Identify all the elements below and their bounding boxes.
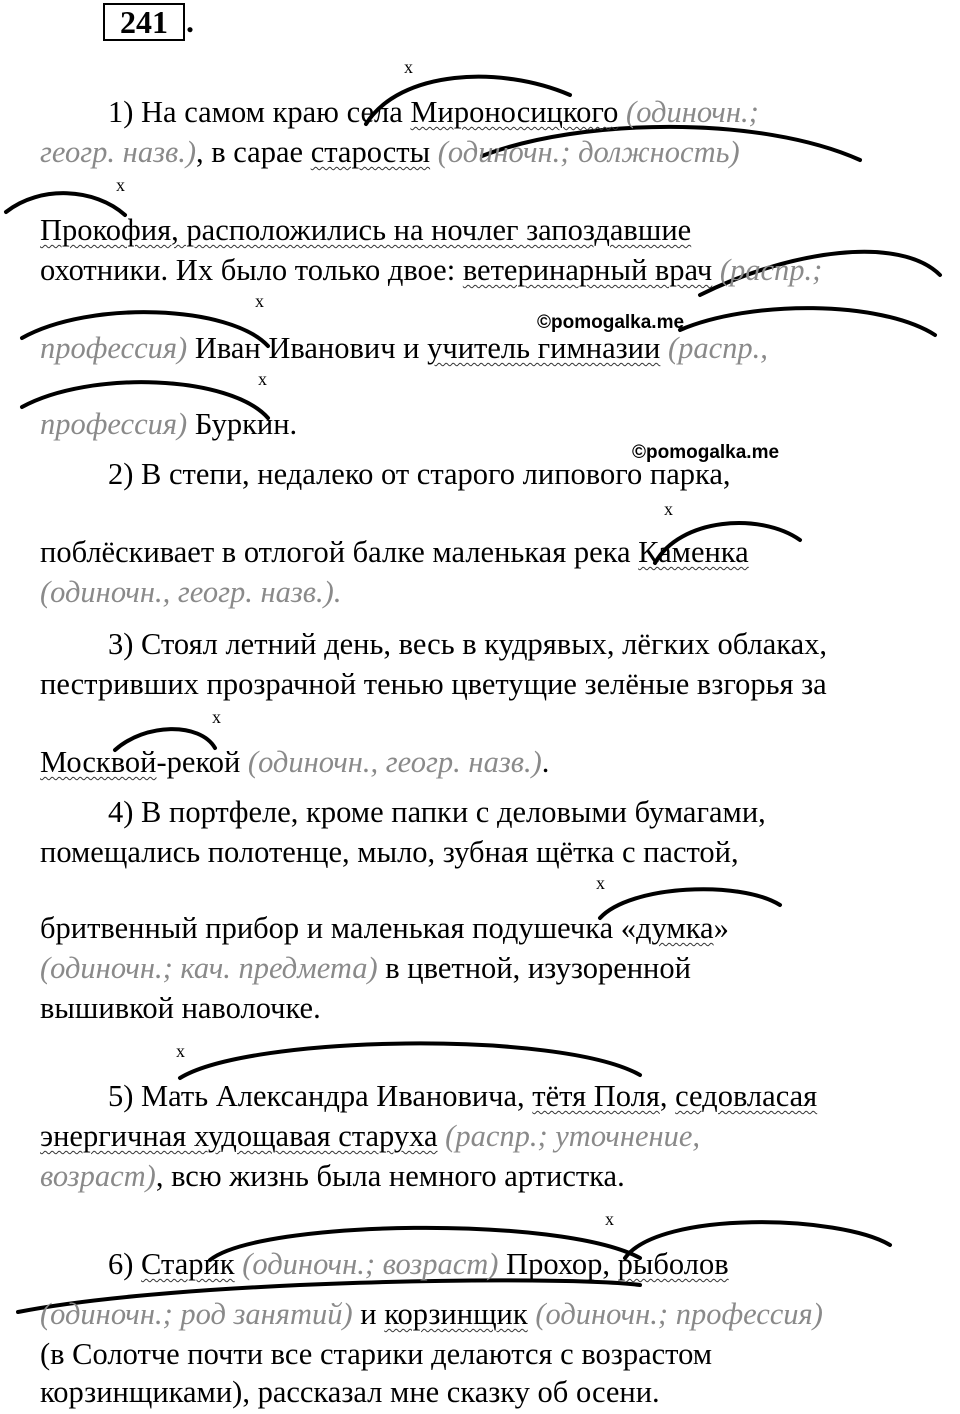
exercise-number: 241 [103, 3, 185, 41]
text-line: 3) Стоял летний день, весь в кудрявых, лёгких облаках, [108, 627, 827, 661]
text-line: геогр. назв.), в сарае старосты (одиночн.; должность) [40, 135, 740, 169]
text-line: бритвенный прибор и маленькая подушечка «думка» [40, 911, 729, 945]
watermark: ©pomogalka.me [537, 312, 685, 333]
text-line: пестривших прозрачной тенью цветущие зелёные взгорья за [40, 667, 827, 701]
text-line: охотники. Их было только двое: ветеринарный врач (распр.; [40, 253, 823, 287]
text-line: профессия) Буркин. [40, 407, 298, 441]
text-line: возраст), всю жизнь была немного артистка. [40, 1159, 625, 1193]
cross-mark: х [212, 707, 221, 727]
cross-mark: х [596, 873, 605, 893]
text-line: профессия) Иван Иванович и учитель гимназии (распр., [40, 331, 768, 365]
arrow-arc [180, 1043, 640, 1078]
text-line: Москвой-рекой (одиночн., геогр. назв.). [40, 745, 550, 779]
exercise-number-dot: . [186, 3, 194, 39]
text-line: 4) В портфеле, кроме папки с деловыми бумагами, [108, 795, 766, 829]
text-line: Прокофия, расположились на ночлег запоздавшие [40, 213, 692, 247]
text-line: 6) Старик (одиночн.; возраст) Прохор, рыболов [108, 1247, 729, 1281]
cross-mark: х [255, 291, 264, 311]
cross-mark: х [664, 499, 673, 519]
cross-mark: х [116, 175, 125, 195]
text-line: корзинщиками), рассказал мне сказку об осени. [40, 1375, 660, 1409]
cross-mark: х [605, 1209, 614, 1229]
cross-mark: х [404, 57, 413, 77]
text-line: 5) Мать Александра Ивановича, тётя Поля, седовласая [108, 1079, 818, 1113]
text-line: 1) На самом краю села Мироносицкого (одиночн.; [108, 95, 759, 129]
text-line: (одиночн.; род занятий) и корзинщик (одиночн.; профессия) [40, 1297, 823, 1331]
watermark: ©pomogalka.me [632, 442, 780, 463]
text-line: энергичная худощавая старуха (распр.; уточнение, [40, 1119, 701, 1153]
cross-mark: х [176, 1041, 185, 1061]
text-line: вышивкой наволочке. [40, 991, 321, 1025]
text-line: помещались полотенце, мыло, зубная щётка с пастой, [40, 835, 739, 869]
text-line: (в Солотче почти все старики делаются с возрастом [40, 1337, 713, 1371]
cross-mark: х [258, 369, 267, 389]
text-line: (одиночн., геогр. назв.). [40, 575, 342, 609]
text-line: (одиночн.; кач. предмета) в цветной, изузоренной [40, 951, 691, 985]
text-line: 2) В степи, недалеко от старого липового парка, [108, 457, 731, 491]
text-line: поблёскивает в отлогой балке маленькая река Каменка [40, 535, 749, 569]
